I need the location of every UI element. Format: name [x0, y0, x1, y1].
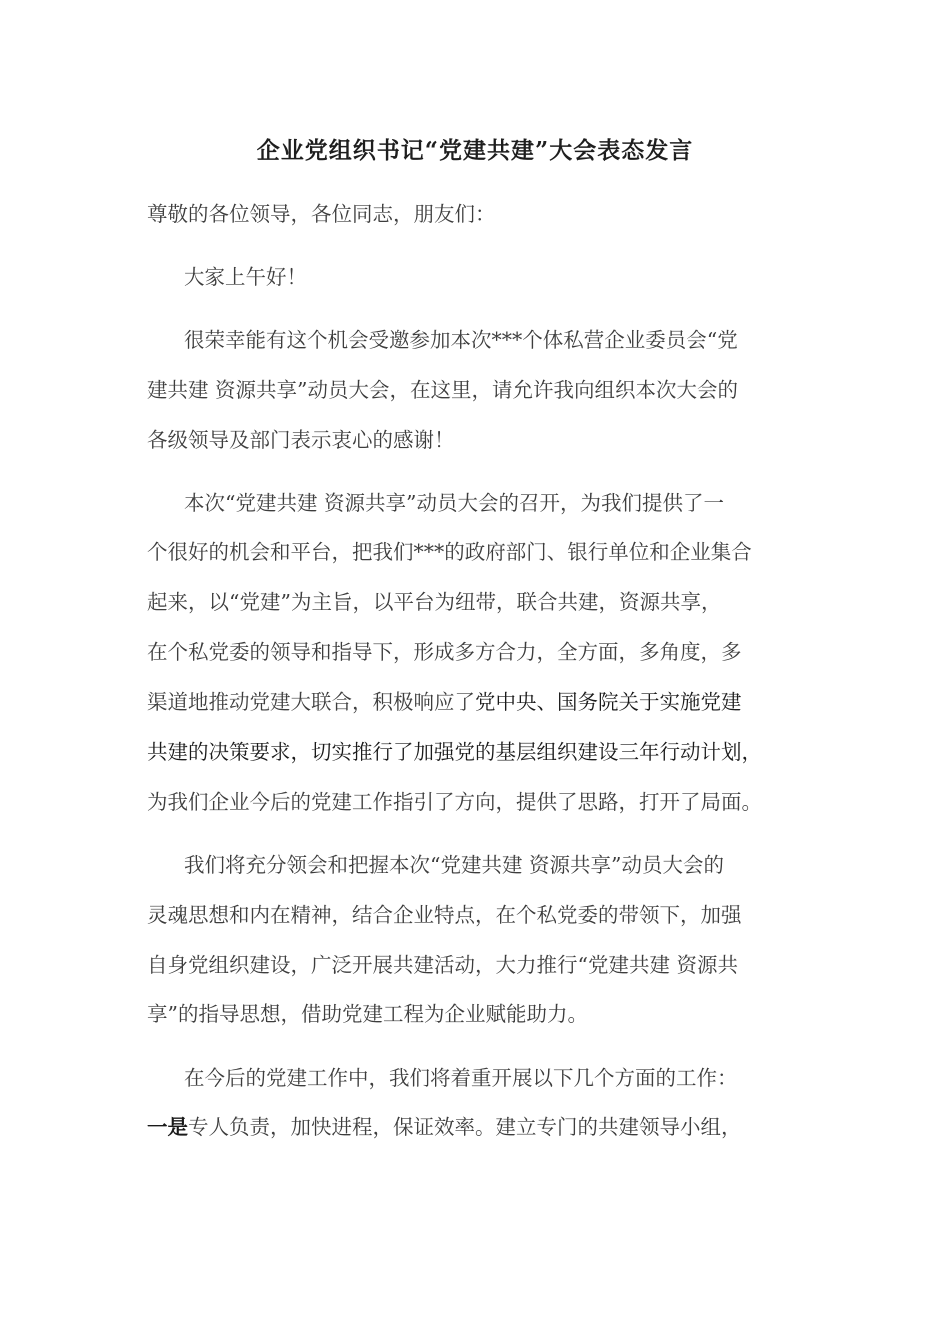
paragraph-1-line-1: 很荣幸能有这个机会受邀参加本次***个体私营企业委员会“党 — [184, 328, 738, 352]
paragraph-1-line-3: 各级领导及部门表示衷心的感谢！ — [147, 428, 455, 452]
paragraph-2-line-7: 为我们企业今后的党建工作指引了方向，提供了思路，打开了局面。 — [147, 790, 762, 814]
paragraph-2-line-5-start: 渠道地推动党建大联合，积极响应了 — [147, 690, 475, 714]
first-point-label: 一是 — [147, 1115, 188, 1139]
greeting: 大家上午好！ — [184, 265, 307, 289]
paragraph-3-line-3: 自身党组织建设，广泛开展共建活动，大力推行“党建共建 资源共 — [147, 953, 738, 977]
first-point-text: 专人负责，加快进程，保证效率。建立专门的共建领导小组， — [188, 1115, 742, 1139]
paragraph-4-line-2 — [147, 1111, 742, 1143]
paragraph-2-line-6: 共建的决策要求，切实推行了加强党的基层组织建设三年行动计划， — [147, 740, 762, 764]
paragraph-2-line-5 — [147, 686, 742, 718]
paragraph-4-line-1: 在今后的党建工作中，我们将着重开展以下几个方面的工作： — [184, 1066, 738, 1090]
paragraph-3-line-4: 享”的指导思想，借助党建工程为企业赋能助力。 — [147, 1002, 588, 1026]
paragraph-2-line-1: 本次“党建共建 资源共享”动员大会的召开，为我们提供了一 — [184, 491, 724, 515]
salutation: 尊敬的各位领导，各位同志，朋友们： — [147, 202, 496, 226]
document-title: 企业党组织书记“党建共建”大会表态发言 — [256, 137, 694, 164]
paragraph-2-line-2: 个很好的机会和平台，把我们***的政府部门、银行单位和企业集合 — [147, 540, 752, 564]
paragraph-2-line-3: 起来，以“党建”为主旨，以平台为纽带，联合共建，资源共享， — [147, 590, 722, 614]
central-committee-text: 党中央、国务院关于实施党建 — [475, 690, 742, 714]
paragraph-2-line-4: 在个私党委的领导和指导下，形成多方合力，全方面，多角度，多 — [147, 640, 742, 664]
paragraph-3-line-1: 我们将充分领会和把握本次“党建共建 资源共享”动员大会的 — [184, 853, 724, 877]
paragraph-3-line-2: 灵魂思想和内在精神，结合企业特点，在个私党委的带领下，加强 — [147, 903, 742, 927]
paragraph-1-line-2: 建共建 资源共享”动员大会，在这里，请允许我向组织本次大会的 — [147, 378, 738, 402]
